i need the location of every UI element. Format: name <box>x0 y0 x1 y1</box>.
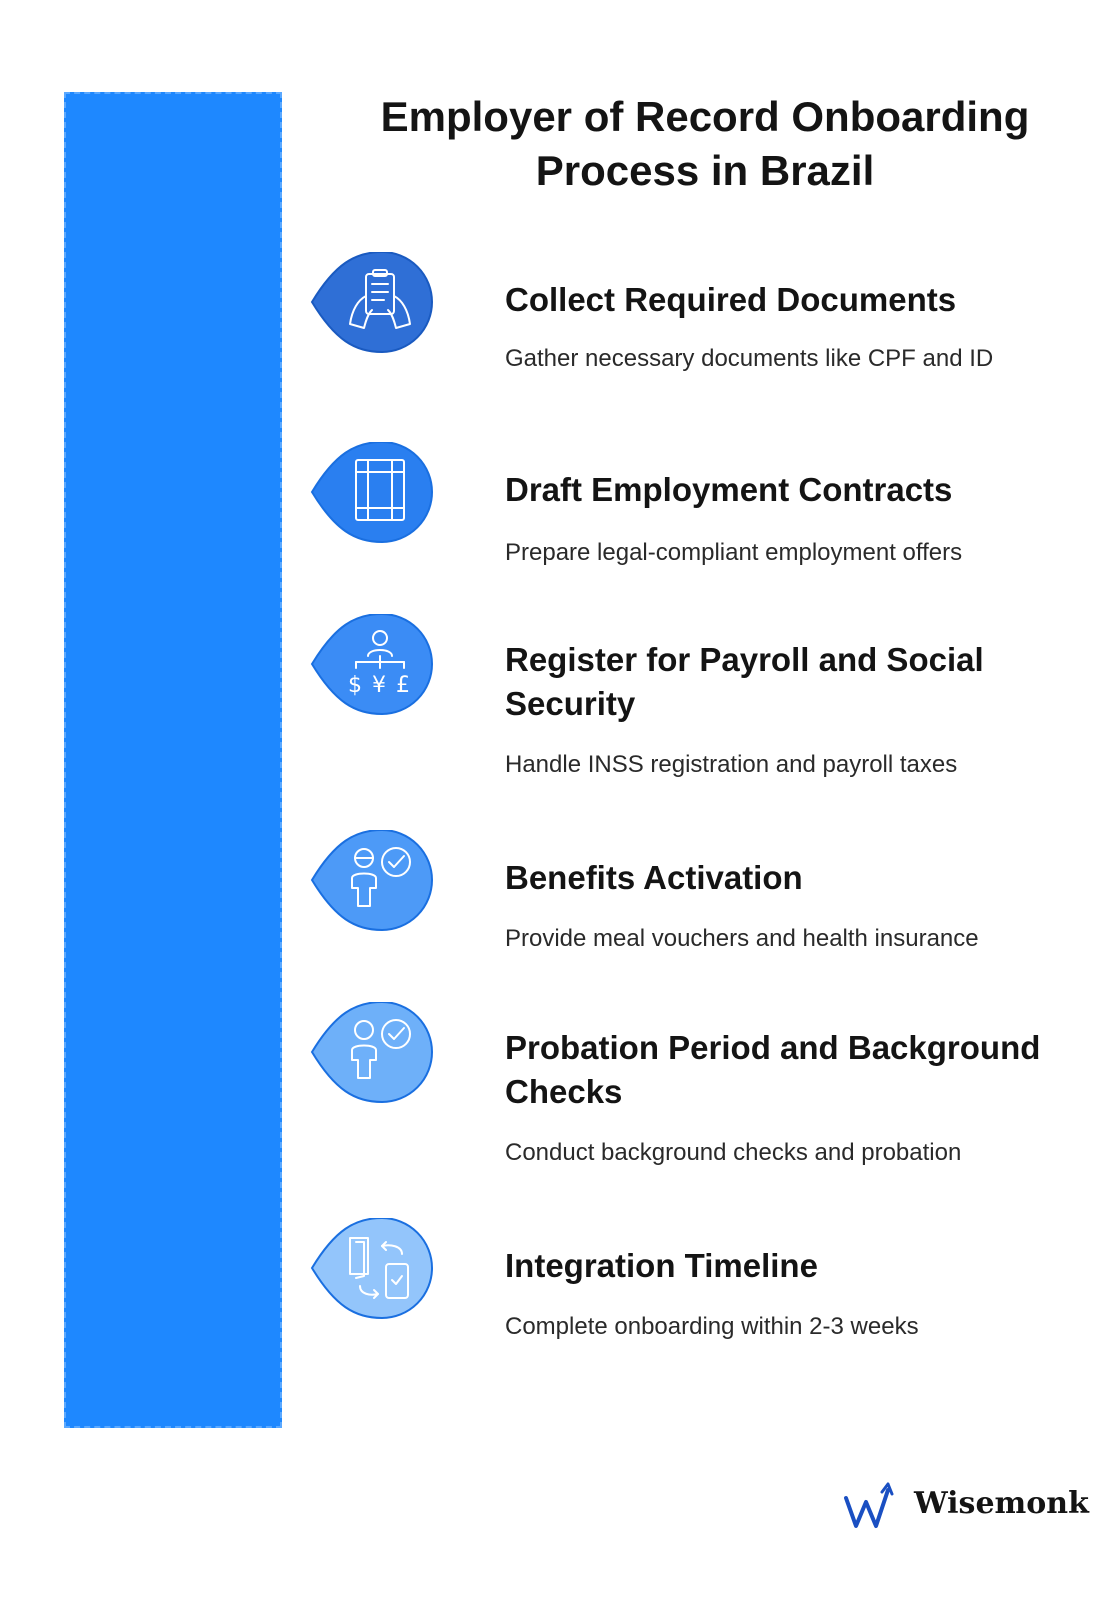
step-title: Probation Period and Background Checks <box>505 1029 1041 1110</box>
step-description: Prepare legal-compliant employment offers <box>505 539 963 566</box>
svg-text:¥: ¥ <box>372 673 386 698</box>
wisemonk-logo-icon <box>842 1478 906 1534</box>
devices-sync-icon <box>310 1218 434 1320</box>
step-description: Complete onboarding within 2-3 weeks <box>505 1313 919 1340</box>
step-title: Integration Timeline <box>505 1247 818 1284</box>
brand-logo <box>842 1478 1089 1534</box>
contract-grid-icon <box>310 442 434 544</box>
step-title: Register for Payroll and Social Security <box>505 641 984 722</box>
step-description: Gather necessary documents like CPF and ID <box>505 345 994 372</box>
step-title: Draft Employment Contracts <box>505 471 953 508</box>
person-check-icon <box>310 830 434 932</box>
payroll-currency-icon <box>310 614 434 716</box>
step-title: Collect Required Documents <box>505 281 957 318</box>
step-description: Conduct background checks and probation <box>505 1139 962 1166</box>
document-hands-icon <box>310 252 434 354</box>
side-bar <box>64 92 282 1428</box>
step-title: Benefits Activation <box>505 859 803 896</box>
svg-text:£: £ <box>396 673 410 698</box>
page-title: Employer of Record Onboarding Process in Brazil <box>380 93 1030 194</box>
step-description: Handle INSS registration and payroll taxes <box>505 751 958 778</box>
brand-name: Wisemonk <box>914 1486 1089 1521</box>
person-check-icon <box>310 1002 434 1104</box>
step-description: Provide meal vouchers and health insurance <box>505 925 979 952</box>
svg-text:$: $ <box>348 673 362 698</box>
